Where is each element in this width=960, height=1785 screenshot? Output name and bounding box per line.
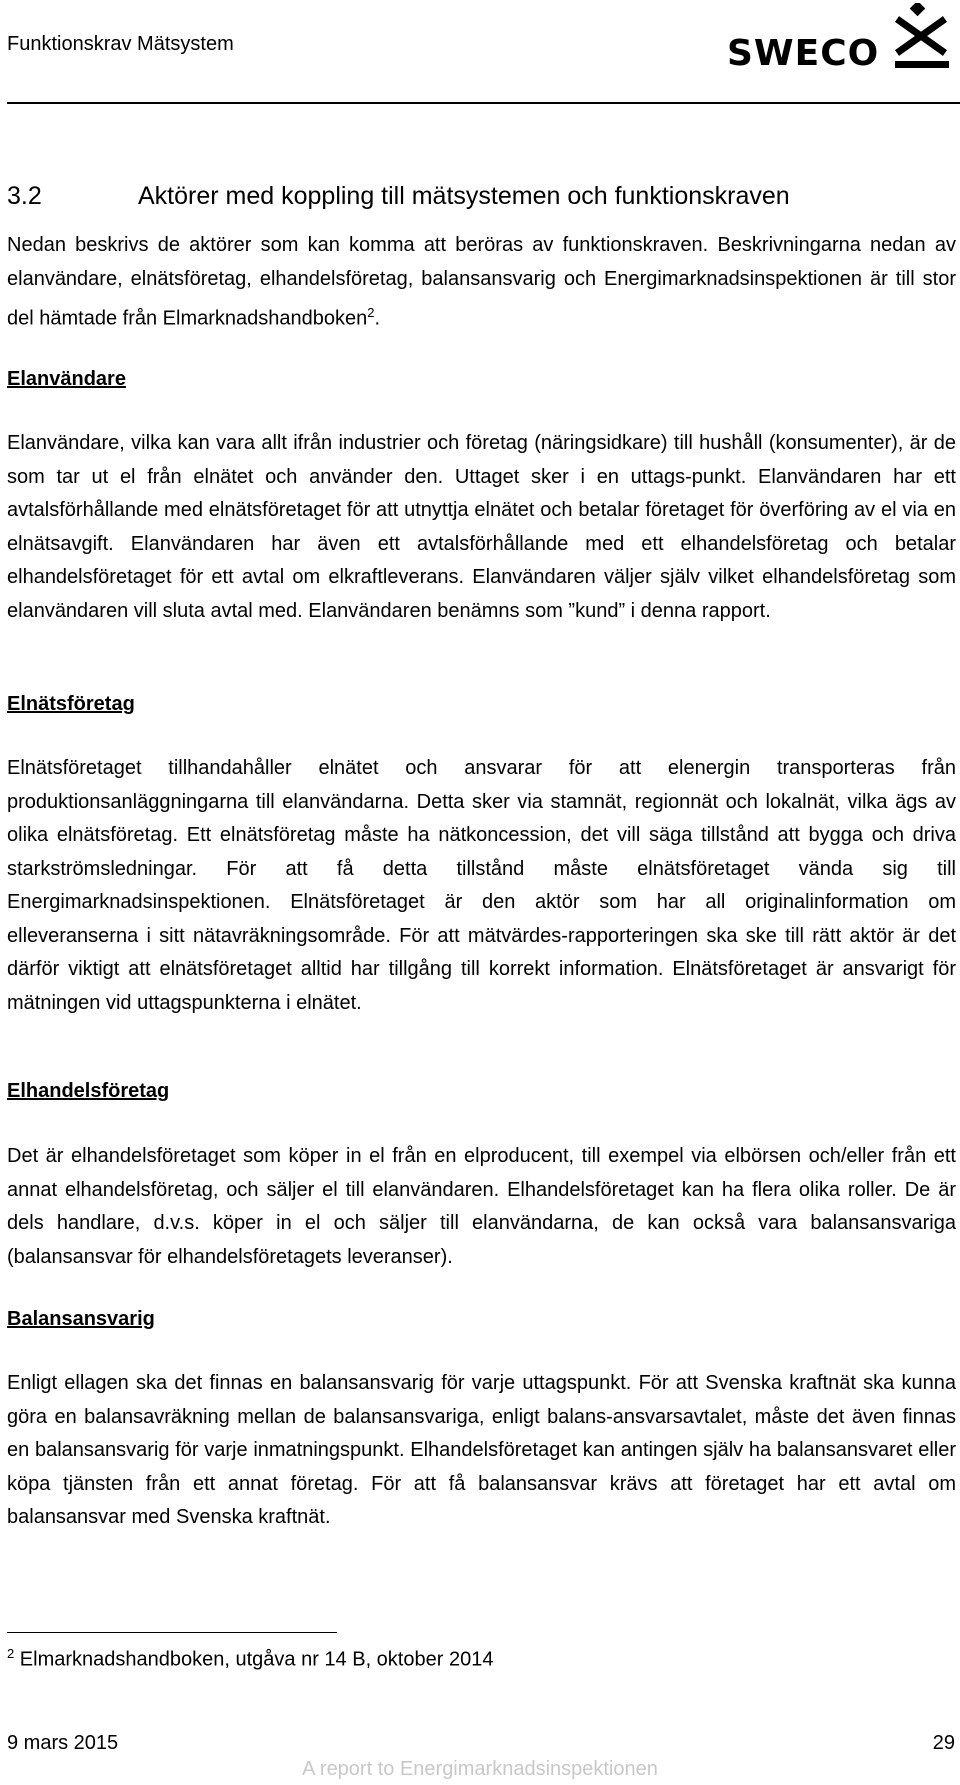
intro-paragraph xyxy=(7,229,956,336)
footnote xyxy=(7,1646,493,1672)
page-number: 29 xyxy=(932,1732,955,1754)
header-divider xyxy=(7,102,960,104)
section-heading xyxy=(7,182,790,211)
subsection-heading-elanvandare: Elanvändare xyxy=(7,368,126,390)
subsection-text-balansansvarig: Enligt ellagen ska det finnas en balansansvarig för varje uttagspunkt. För att Svenska kraftnät ska kunna göra en balansavräkning mellan de balansansvariga, enligt balans-ansvarsavtalet, måste det även finnas en balansansvarig för varje inmatningspunkt. Elhandelsföretaget kan antingen själv ha balansansvaret eller köpa tjänsten från ett annat företag. För att få balansansvar krävs att företaget har ett avtal om balansansvar med Svenska kraftnät. xyxy=(7,1372,956,1528)
logo-text: SWECO xyxy=(727,33,880,74)
footer-date: 9 mars 2015 xyxy=(7,1732,119,1754)
intro-end: . xyxy=(374,307,381,330)
footnote-divider xyxy=(7,1632,337,1633)
subsection-text-elanvandare: Elanvändare, vilka kan vara allt ifrån industrier och företag (näringsidkare) till hushåll (konsumenter), är de som tar ut el från elnätet och använder den. Uttaget sker i en uttags-punkt. Elanvändaren har ett avtalsförhållande med elnätsföretaget för att utnyttja elnätet och betalar företaget för överföring av el via en elnätsavgift. Elanvändaren har även ett avtalsförhållande med ett elhandelsföretag och betalar elhandelsföretaget för ett avtal om elkraftleverans. Elanvändaren väljer själv vilket elhandelsföretag som elanvändaren vill sluta avtal med. Elanvändaren benämns som ”kund” i denna rapport. xyxy=(7,432,956,622)
subsection-heading-elhandelsforetag: Elhandelsföretag xyxy=(7,1080,170,1102)
footer-report-line: A report to Energimarknadsinspektionen xyxy=(302,1758,658,1780)
subsection-heading-elnatsforetag: Elnätsföretag xyxy=(7,693,135,715)
sweco-star-icon xyxy=(891,3,953,69)
sweco-logo xyxy=(727,3,953,73)
footnote-ref: 2 xyxy=(367,305,375,320)
section-number: 3.2 xyxy=(7,182,42,210)
document-header-title: Funktionskrav Mätsystem xyxy=(7,33,234,55)
subsection-text-elhandelsforetag: Det är elhandelsföretaget som köper in el från en elproducent, till exempel via elbörsen och/eller från ett annat elhandelsföretag, och säljer el till elanvändaren. Elhandelsföretaget kan ha flera olika roller. De är dels handlare, d.v.s. köper in el och säljer till elanvändarna, de kan också vara balansansvariga (balansansvar för elhandelsföretagets leveranser). xyxy=(7,1145,956,1268)
intro-text: Nedan beskrivs de aktörer som kan komma att beröras av funktionskraven. Beskrivningarna nedan av elanvändare, elnätsföretag, elhandelsföretag, balansansvarig och Energimarknadsinspektionen är till stor del hämtade från Elmarknadshandboken xyxy=(7,234,956,330)
subsection-heading-balansansvarig: Balansansvarig xyxy=(7,1308,155,1330)
footnote-text: Elmarknadshandboken, utgåva nr 14 B, oktober 2014 xyxy=(14,1648,494,1671)
section-title: Aktörer med koppling till mätsystemen och funktionskraven xyxy=(138,182,790,210)
footnote-number: 2 xyxy=(7,1646,15,1661)
subsection-text-elnatsforetag: Elnätsföretaget tillhandahåller elnätet och ansvarar för att elenergin transporteras från produktionsanläggningarna till elanvändarna. Detta sker via stamnät, regionnät och lokalnät, vilka ägs av olika elnätsföretag. Ett elnätsföretag måste ha nätkoncession, det vill säga tillstånd att bygga och driva starkströmsledningar. För att få detta tillstånd måste elnätsföretaget vända sig till Energimarknadsinspektionen. Elnätsföretaget är den aktör som har all originalinformation om elleveranserna i sitt nätavräkningsområde. För att mätvärdes-rapporteringen ska ske till rätt aktör är det därför viktigt att elnätsföretaget alltid har tillgång till korrekt information. Elnätsföretaget är ansvarigt för mätningen vid uttagspunkterna i elnätet. xyxy=(7,757,956,1014)
